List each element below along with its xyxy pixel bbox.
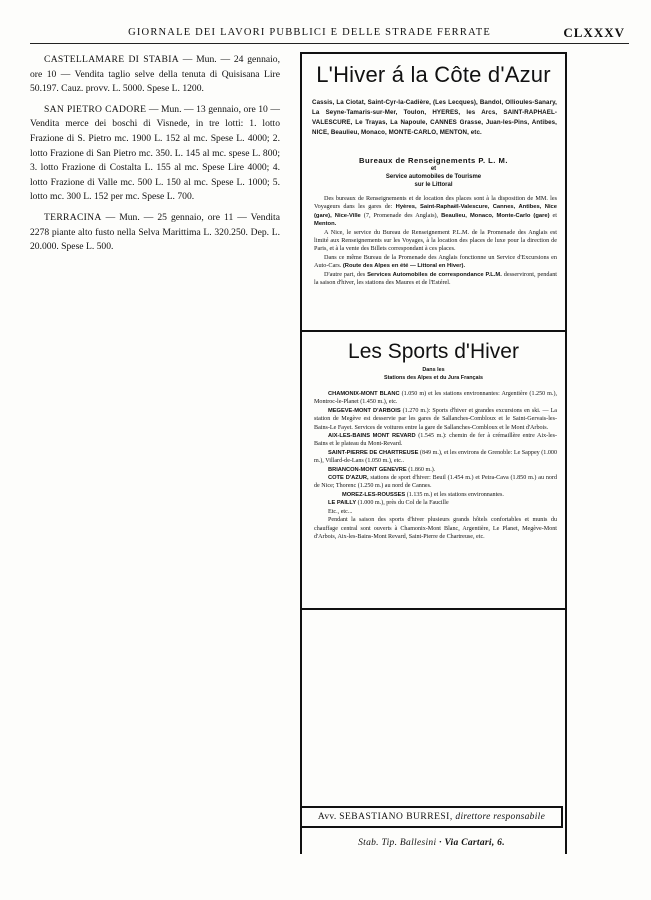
sports-entry [314,449,557,466]
sports-etc: Etc., etc... [328,508,353,515]
notice-text: — Mun. — 25 gennaio, ore 11 — Vendita 2278 piante alto fusto nella Selva Marittima L. 320.250. Dep. L. 20.000. Spese L. 500. [30,211,280,253]
sports-entry [314,491,557,499]
printer-line [300,838,563,848]
sports-title: Les Sports d'Hiver [348,340,519,363]
hiver-section [302,54,565,332]
editor-prefix: Avv. [317,812,337,822]
text-run-bold: Menton. [314,221,337,228]
sports-section [302,332,565,610]
running-title: GIORNALE DEI LAVORI PUBBLICI E DELLE STRADE FERRATE [128,27,491,38]
bureaux-paragraph: A Nice, le service du Bureau de Renseignement P.L.M. de la Promenade des Anglais est limité aux Renseignements sur les Voyages, à la location des places de luxe pour la direction de Paris, et à la vente des Billets correspondant à ces places. [314,228,557,253]
notice-entry [30,53,280,97]
text-run: (7, Promenade des Anglais), [363,211,439,219]
sports-sub2: Stations des Alpes et du Jura Français [384,375,483,381]
editor-line [300,806,563,828]
text-run-bold: Beaulieu, Monaco, Monte-Carlo (gare) [441,212,550,219]
resort-name: AIX-LES-BAINS MONT REVARD [328,433,416,440]
sports-entry [314,432,557,449]
sports-entry [314,474,557,491]
printer-address: · Via Cartari, 6. [439,838,505,848]
bureaux-body [314,195,557,287]
resort-name: MOREZ-LES-ROUSSES [342,491,406,498]
text-run-bold: (Route des Alpes en été — Littoral en Hiver). [342,263,466,270]
resort-text: (1.135 m.) et les stations environnantes. [406,491,504,498]
bureaux-paragraph [314,254,557,271]
text-run: D'autre part, des [324,270,366,278]
notice-place: SAN PIETRO CADORE [44,103,147,115]
notice-entry [30,211,280,255]
text-run: et [552,211,558,219]
stations-list: Cassis, La Ciotat, Saint-Cyr-la-Cadière, (Les Lecques), Bandol, Ollioules-Sanary, La Seyne-Tamaris-sur-Mer, Toulon, HYERES, les Arcs, SAINT-RAPHAEL-VALESCURE, Le Trayas, La Napoule, CANNES Grasse, Juan-les-Pins, Antibes, NICE, Beaulieu, Monaco, MONTE-CARLO, MENTON, etc. [312,99,557,136]
resort-name: LE PAILLY [328,500,357,507]
resort-name: CHAMONIX-MONT BLANC [328,391,400,397]
bureaux-sub1: Service automobiles de Tourisme [385,174,482,180]
bureaux-paragraph [314,195,557,229]
sports-entry [314,499,557,507]
resort-text: (1.270 m.): Sports d'hiver et grandes excursions en ski. — La station de Megève est desservie par les gares de Sallanches-Combloux et le Saint-Gervais-les-Bains-Le Fayet. Services de voitures entre la gare de Sallanches-Combloux et le Mont d'Arbois. [314,407,557,431]
notice-text: — Mun. — 24 gennaio, ore 10 — Vendita taglio selve della tenuta di Quisisana Lire 50.197. Cauz. provv. L. 5000. Spese L. 1200. [30,54,280,95]
running-head [30,25,629,44]
resort-name: BRIANCON-MONT GENEVRE [328,466,407,473]
text-run-bold: Hyères, Saint-Raphaël-Valescure, Cannes, Antibes, Nice (gare), Nice-Ville [314,204,557,219]
left-column [30,53,280,261]
text-run: Des bureaux de Renseignements et de location des places sont à la disposition de MM. les Voyageurs dans les gares de: [314,195,557,211]
bureaux-paragraph [314,271,557,288]
bureaux-title: Bureaux de Renseignements P. L. M. [359,156,508,165]
notice-text: — Mun. — 13 gennaio, ore 10 — Vendita merce dei boschi di Visnede, in tre lotti: 1. lotto Frazione di S. Pietro mc. 1900 L. 152 al mc. Spese L. 4000; 2. lotto Frazione di San Pietro mc. 350. L. 145 al mc. spese L. 800; 3. lotto Frazione di Costalta L. 155 al mc. Spese Lire 4000; 4. lotto Frazione di Valle mc. 500 L. 150 al mc. Spese L. 1000; 5. lotto mc. 300 L. 152 per mc. Spese L. 700. [30,103,280,203]
plm-advertisement [300,52,567,854]
hiver-title: L'Hiver á la Côte d'Azur [316,62,551,87]
bureaux-sub2: sur le Littoral [414,182,453,188]
sports-body [314,390,557,541]
resort-name: COTE D'AZUR, [328,475,369,482]
sports-sub1: Dans les [422,367,445,373]
resort-name: SAINT-PIERRE DE CHARTREUSE [328,449,419,456]
resort-name: MEGEVE-MONT D'ARBOIS [328,407,401,414]
notice-entry [30,103,280,205]
resort-text: (1.000 m.), près du Col de la Faucille [357,500,449,507]
resort-text: (1.050 m) et les stations environnantes: Argentière (1.250 m.), Montroc-le-Planet (1.450 m.), etc. [314,391,557,406]
notice-place: CASTELLAMARE DI STABIA [44,54,179,65]
text-run: desserviront, pendant la saison d'hiver, les stations des Maures et de l'Estérel. [314,270,558,287]
sports-closing: Pendant la saison des sports d'hiver plusieurs grands hôtels confortables et munis du chauffage central sont ouverts à Chamonix-Mont Blanc, Argentière, Le Planet, Megève-Mont d'Arbois, Aix-les-Bains-Mont Revard, Saint-Pierre de Chartreuse, etc. [314,517,557,540]
text-run-bold: Services Automobiles de correspondance P.L.M. [367,271,502,278]
sports-entry [314,407,557,432]
sports-entry [314,466,557,474]
page-number: CLXXXV [563,25,625,40]
notice-place: TERRACINA [44,211,102,223]
editor-name: SEBASTIANO BURRESI, [339,812,453,822]
resort-text: (849 m.), et les environs de Grenoble: Le Sappey (1.000 m.), Villard-de-Lans (1.050 m.), etc.. [314,449,557,465]
text-run: Dans ce même Bureau de la Promenade des Anglais fonctionne un Service d'Excursions en Auto-Cars. [314,253,557,270]
resort-text: (1.860 m.). [408,466,436,473]
editor-role: direttore responsabile [455,812,546,822]
sports-entry [314,390,557,407]
bureaux-et: et [430,166,437,172]
printer-name: Stab. Tip. Ballesini [358,838,437,848]
resort-text: (1.545 m.): chemin de fer à crémaillère entre Aix-les-Bains et le plateau du Mont-Revard. [314,433,558,448]
resort-text: stations de sport d'hiver: Beuil (1.454 m.) et Peira-Cava (1.850 m.) au nord de Nice; Thorenc (1.250 m.) au nord de Cannes. [314,475,557,490]
